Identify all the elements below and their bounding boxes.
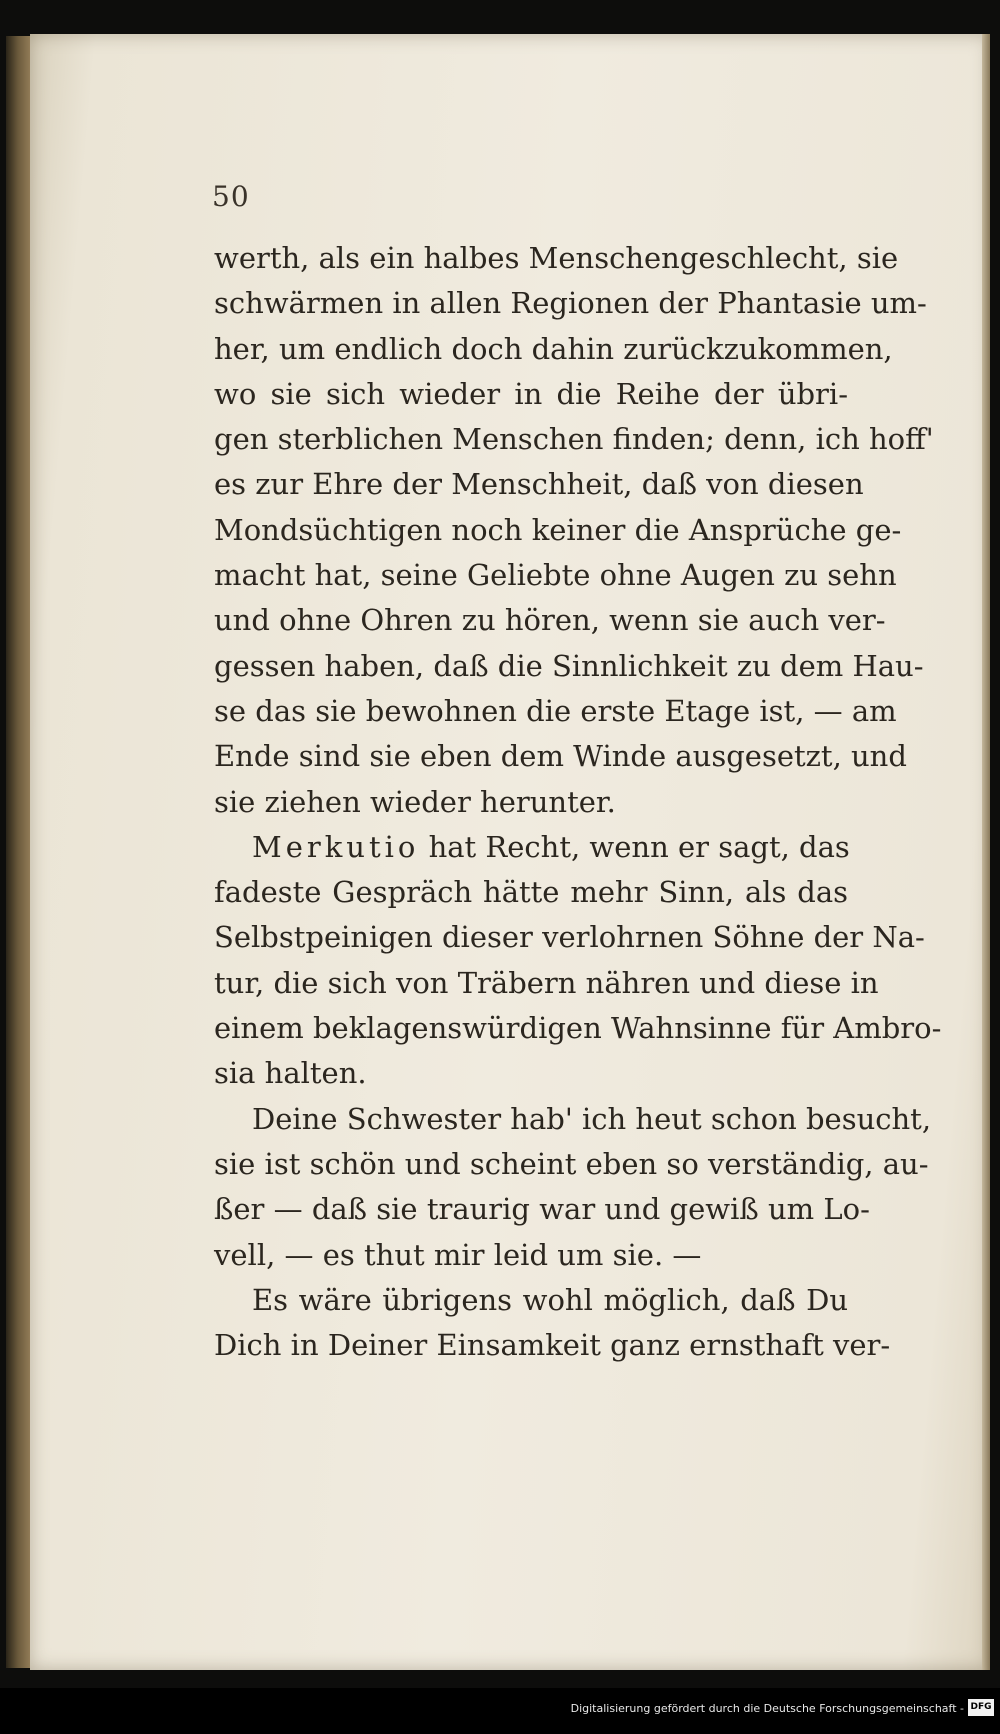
text-line: sie ziehen wieder herunter. (214, 784, 616, 819)
text-line: tur, die sich von Träbern nähren und diese in (214, 965, 879, 1000)
text-line: Ende sind sie eben dem Winde ausgesetzt, und (214, 739, 907, 774)
page-number: 50 (212, 180, 250, 213)
digitization-footer (0, 1688, 1000, 1734)
text-line: Dich in Deiner Einsamkeit ganz ernsthaft ver- (214, 1328, 891, 1363)
text-line: schwärmen in allen Regionen der Phantasie um- (214, 286, 927, 321)
text-line: macht hat, seine Geliebte ohne Augen zu sehn (214, 558, 897, 593)
text-line: gen sterblichen Menschen finden; denn, ich hoff' (214, 422, 934, 457)
text-line: und ohne Ohren zu hören, wenn sie auch ver- (214, 603, 886, 638)
text-line: einem beklagenswürdigen Wahnsinne für Ambro- (214, 1011, 942, 1046)
text-line: fadeste Gespräch hätte mehr Sinn, als das (214, 875, 848, 910)
text-line: es zur Ehre der Menschheit, daß von diesen (214, 467, 864, 502)
text-line: wo sie sich wieder in die Reihe der übri- (214, 376, 848, 411)
text-line (214, 825, 848, 870)
text-line: sia halten. (214, 1056, 367, 1091)
text-line: Mondsüchtigen noch keiner die Ansprüche ge- (214, 512, 902, 547)
text-line: vell, — es thut mir leid um sie. — (214, 1237, 702, 1272)
dfg-logo: DFG (968, 1699, 994, 1716)
text-line: se das sie bewohnen die erste Etage ist, — am (214, 693, 897, 728)
text-line: Deine Schwester hab' ich heut schon besucht, (252, 1101, 932, 1136)
text-line: gessen haben, daß die Sinnlichkeit zu dem Hau- (214, 648, 924, 683)
body-text (214, 236, 942, 1368)
text-line: ßer — daß sie traurig war und gewiß um Lo- (214, 1192, 870, 1227)
text-line: sie ist schön und scheint eben so verständig, au- (214, 1146, 929, 1181)
text-line-rest: hat Recht, wenn er sagt, das (428, 829, 850, 864)
text-line: Es wäre übrigens wohl möglich, daß Du (252, 1282, 848, 1317)
text-line: her, um endlich doch dahin zurückzukommen, (214, 331, 893, 366)
funding-credit: Digitalisierung gefördert durch die Deutsche Forschungsgemeinschaft - (570, 1702, 964, 1715)
text-line: werth, als ein halbes Menschengeschlecht, sie (214, 241, 899, 275)
text-line: Selbstpeinigen dieser verlohrnen Söhne der Na- (214, 920, 925, 955)
emphasized-name: Merkutio (252, 829, 420, 864)
page-fold-shadow (982, 34, 990, 1670)
